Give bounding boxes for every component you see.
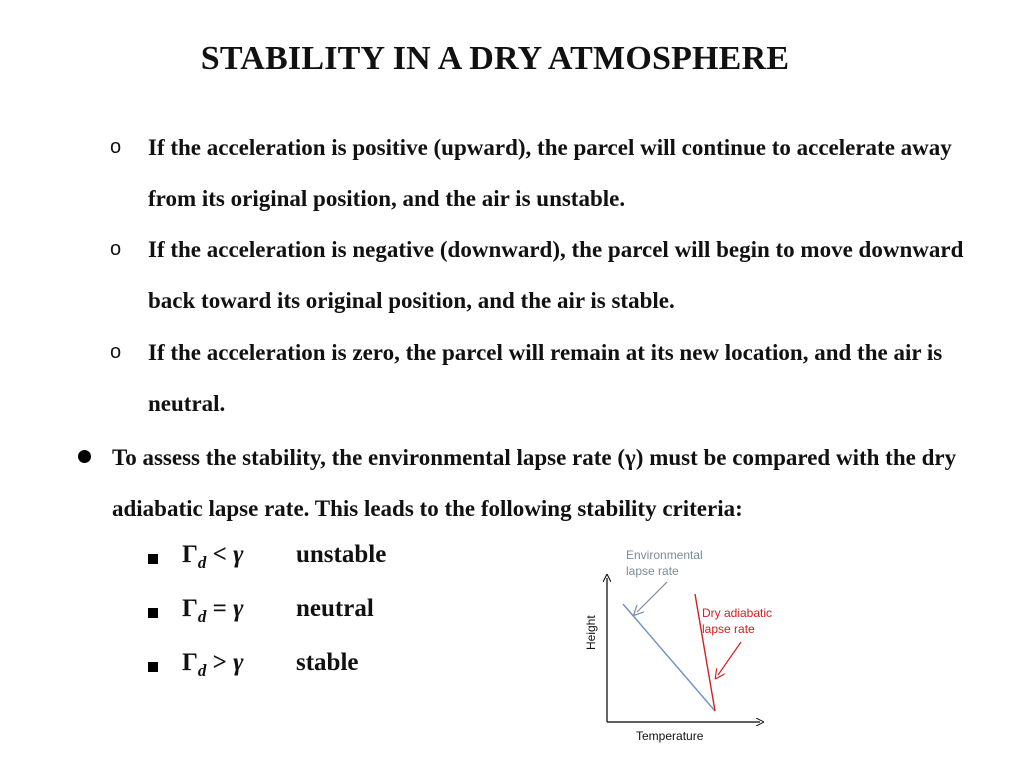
sub-bullet-text: If the acceleration is negative (downward), the parcel will begin to move downward back toward its original position, and the air is stable.	[148, 237, 964, 313]
gamma-symbol: γ	[233, 541, 244, 568]
capital-gamma: Γ	[182, 649, 198, 676]
square-bullet-icon	[148, 662, 158, 672]
env-pointer-arrow	[637, 582, 667, 612]
circle-bullet-icon: o	[110, 341, 122, 363]
sub-bullet-positive	[110, 122, 970, 224]
operator: <	[212, 541, 227, 568]
x-axis-label: Temperature	[636, 729, 704, 743]
dry-label-line2: lapse rate	[702, 622, 755, 636]
y-axis-label: Height	[584, 615, 598, 650]
square-bullet-icon	[148, 608, 158, 618]
env-label-line2: lapse rate	[626, 564, 679, 578]
capital-gamma: Γ	[182, 541, 198, 568]
environmental-lapse-label	[626, 547, 726, 579]
criterion-expression	[182, 595, 244, 627]
sub-bullet-zero	[110, 327, 970, 429]
criterion-neutral	[148, 595, 468, 635]
sub-bullet-text: If the acceleration is positive (upward), the parcel will continue to accelerate away from its original position, and the air is unstable.	[148, 135, 952, 211]
gamma-symbol: γ	[233, 649, 244, 676]
criterion-label: neutral	[296, 595, 374, 622]
circle-bullet-icon: o	[110, 136, 122, 158]
dry-adiabatic-label	[702, 605, 792, 637]
criterion-expression	[182, 541, 244, 573]
main-bullet-text: To assess the stability, the environmental lapse rate (γ) must be compared with the dry adiabatic lapse rate. This leads to the following stability criteria:	[112, 445, 957, 521]
dry-label-line1: Dry adiabatic	[702, 606, 773, 620]
gamma-symbol: γ	[233, 595, 244, 622]
slide-title: STABILITY IN A DRY ATMOSPHERE	[200, 40, 790, 77]
dry-pointer-arrow	[718, 642, 741, 675]
operator: >	[212, 649, 227, 676]
sub-bullet-text: If the acceleration is zero, the parcel will remain at its new location, and the air is neutral.	[148, 340, 943, 416]
criterion-label: stable	[296, 649, 359, 676]
filled-bullet-icon	[78, 450, 91, 463]
criterion-unstable	[148, 541, 468, 581]
criterion-expression	[182, 649, 244, 681]
criterion-stable	[148, 649, 468, 689]
subscript-d: d	[197, 553, 207, 572]
operator: =	[212, 595, 227, 622]
sub-bullet-negative	[110, 224, 970, 326]
lapse-rate-diagram	[585, 530, 785, 750]
subscript-d: d	[197, 661, 207, 680]
subscript-d: d	[197, 607, 207, 626]
main-bullet	[72, 432, 962, 534]
square-bullet-icon	[148, 554, 158, 564]
capital-gamma: Γ	[182, 595, 198, 622]
criterion-label: unstable	[296, 541, 387, 568]
env-label-line1: Environmental	[626, 548, 703, 562]
circle-bullet-icon: o	[110, 238, 122, 260]
